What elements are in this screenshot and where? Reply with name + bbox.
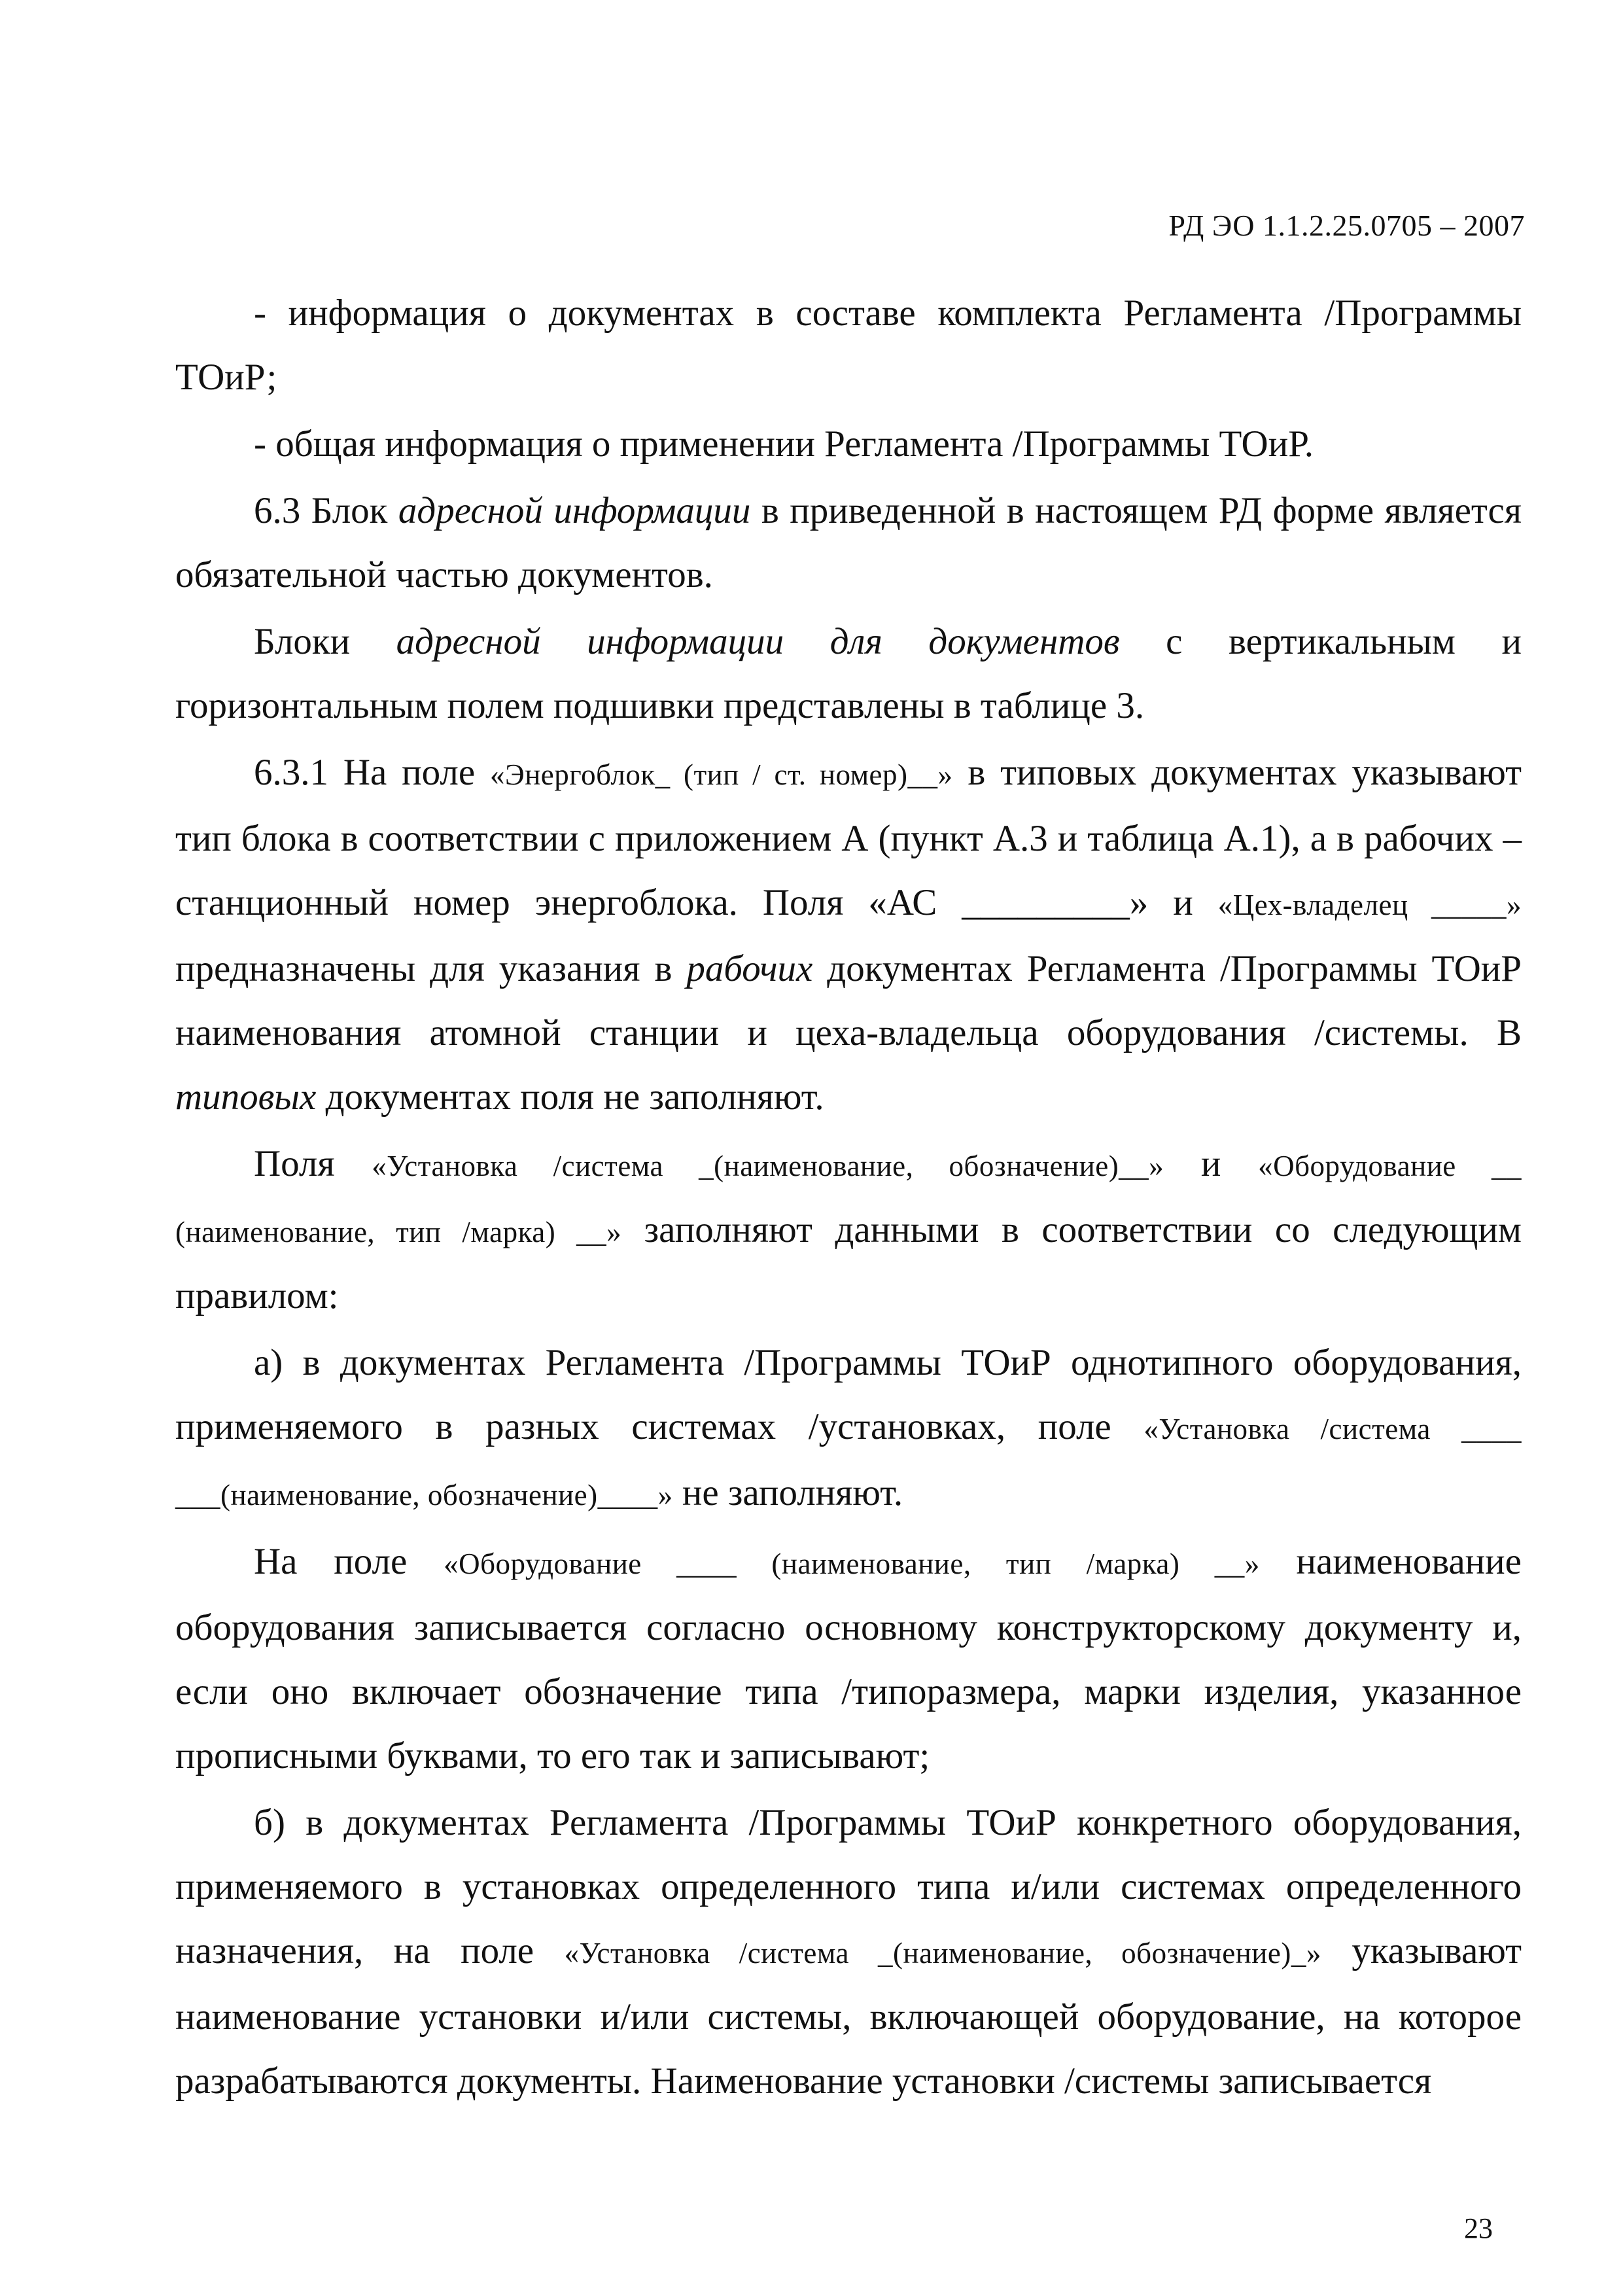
paragraph-item-a: [175, 1331, 1522, 1527]
emphasis-text: адресной информации для документов: [396, 621, 1120, 662]
document-code: РД ЭО 1.1.2.25.0705 – 2007: [1168, 209, 1525, 242]
paragraph-text: указывают наименование установки и/или системы, включающей оборудование, на которое разрабатываются документы. Наименование установки /системы записывается: [175, 1930, 1522, 2102]
paragraph-text: а) в документах Регламента /Программы ТОиР однотипного оборудования, применяемого в разных системах /установках, поле: [175, 1342, 1522, 1447]
paragraph-text: предназначены для указания в: [175, 948, 687, 989]
page-number: 23: [1464, 2212, 1493, 2244]
field-name-text: «Энергоблок_ (тип / ст. номер)__»: [489, 758, 953, 791]
paragraph-text: не заполняют.: [672, 1472, 903, 1513]
paragraph-text: наименование оборудования записывается согласно основному конструкторскому документу и, если оно включает обозначение типа /типоразмера, марки изделия, указанное прописными буквами, то его так и записывают;: [175, 1541, 1522, 1776]
field-name-text: «Цех-владелец _____»: [1217, 889, 1522, 921]
paragraph-text: с вертикальным и горизонтальным полем подшивки представлены в таблице 3.: [175, 621, 1522, 726]
paragraph-text: заполняют данными в соответствии со следующим правилом:: [175, 1209, 1522, 1316]
paragraph-6-3-1: [175, 741, 1522, 1129]
paragraph-text: - общая информация о применении Регламента /Программы ТОиР.: [254, 423, 1314, 465]
paragraph-item-b: [175, 1791, 1522, 2113]
field-name-text: «Оборудование ____ (наименование, тип /марка) __»: [444, 1547, 1260, 1580]
page-body: [175, 281, 1522, 2113]
paragraph-text: и: [1164, 1143, 1259, 1184]
paragraph-text: - информация о документах в составе комплекта Регламента /Программы ТОиР;: [175, 292, 1522, 398]
paragraph-text: Блоки: [254, 621, 396, 662]
emphasis-text: адресной информации: [398, 490, 751, 531]
paragraph-text: в типовых документах указывают тип блока в соответствии с приложением А (пункт А.3 и таблица А.1), а в рабочих – станционный номер энергоблока. Поля «АС _________» и: [175, 752, 1522, 923]
paragraph-text: документах Регламента /Программы ТОиР наименования атомной станции и цеха-владельца оборудования /системы. В: [175, 948, 1522, 1053]
paragraph-equipment-field: [175, 1530, 1522, 1788]
paragraph-text: б) в документах Регламента /Программы ТОиР конкретного оборудования, применяемого в установках определенного типа и/или системах определенного назначения, на поле: [175, 1802, 1522, 1971]
paragraph-doc-info: [175, 281, 1522, 410]
paragraph-text: в приведенной в настоящем РД форме является обязательной частью документов.: [175, 490, 1522, 595]
field-name-text: «Установка /система _(наименование, обозначение)_»: [564, 1937, 1321, 1969]
paragraph-fields-rule: [175, 1132, 1522, 1328]
paragraph-text: документах поля не заполняют.: [316, 1076, 824, 1118]
paragraph-address-blocks: [175, 610, 1522, 738]
paragraph-text: 6.3 Блок: [254, 490, 398, 531]
emphasis-text: рабочих: [686, 948, 813, 989]
paragraph-text: 6.3.1 На поле: [254, 752, 490, 793]
field-name-text: «Установка /система _(наименование, обозначение)__»: [372, 1150, 1164, 1182]
field-name-text: «Оборудование __ (наименование, тип /марка) __»: [175, 1150, 1522, 1248]
paragraph-6-3: [175, 479, 1522, 607]
paragraph-text: Поля: [254, 1143, 372, 1184]
field-name-text: «Установка /система ____ ___(наименование, обозначение)____»: [175, 1413, 1522, 1511]
paragraph-text: На поле: [254, 1541, 444, 1582]
emphasis-text: типовых: [175, 1076, 317, 1118]
paragraph-general-info: [175, 412, 1522, 476]
